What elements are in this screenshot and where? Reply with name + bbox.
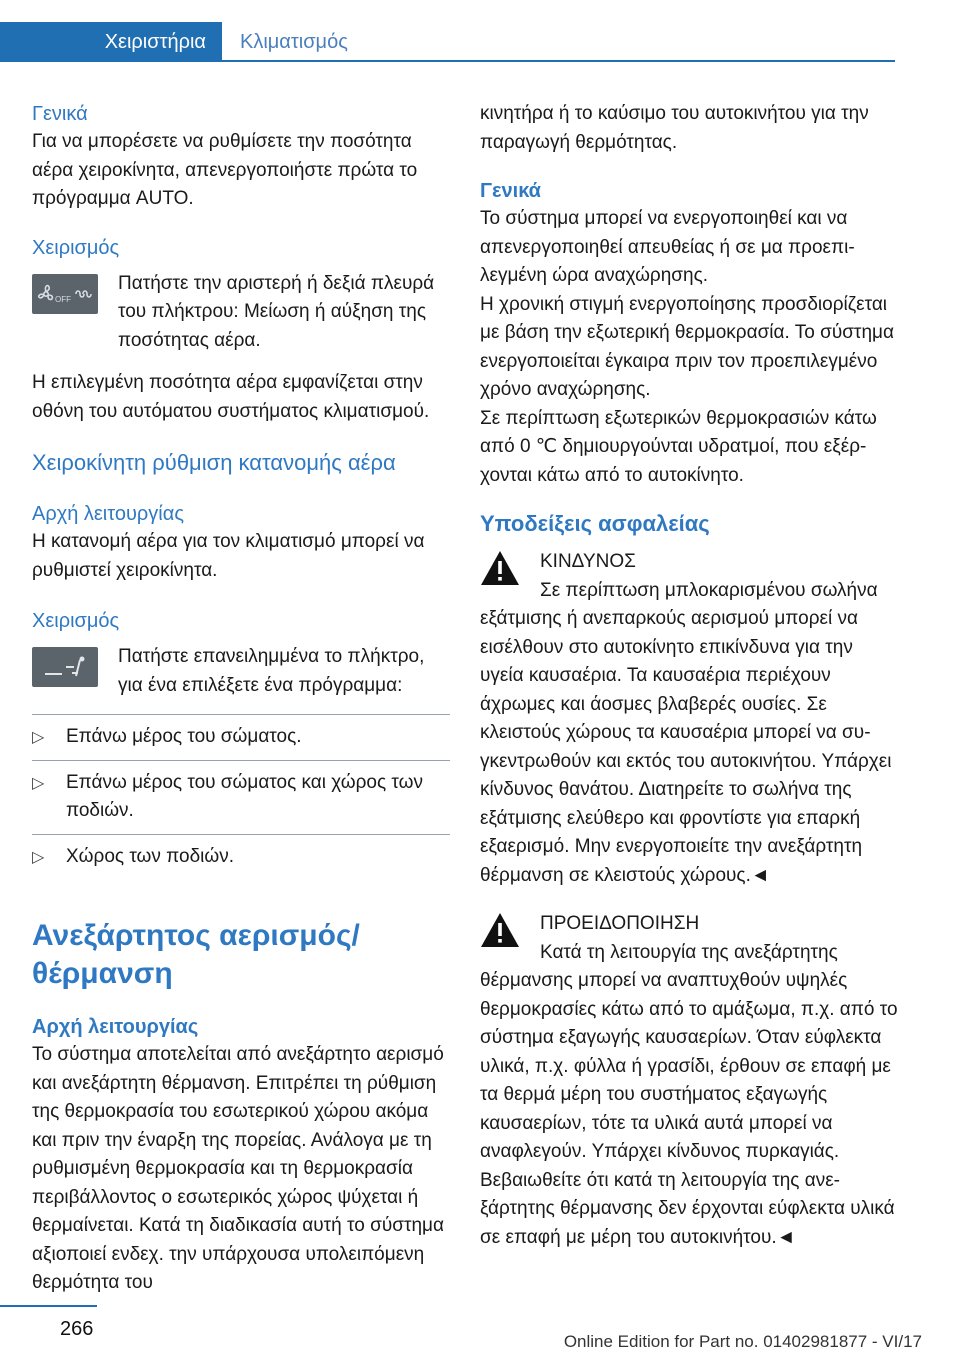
left-column xyxy=(32,100,450,1298)
independent-ventilation-heading: Ανεξάρτητος αερισμός/ θέρμανση xyxy=(32,919,360,990)
operation-heading: Χειρισμός xyxy=(32,236,120,259)
manual-distribution-heading: Χειροκίνητη ρύθμιση κατανομής αέρα xyxy=(32,450,396,475)
operation-text: Πατήστε την αριστερή ή δεξιά πλευρά του πλήκτρου: Μείωση ή αύξηση της ποσότητας αέρα. xyxy=(118,272,435,351)
list-item: ▷ Επάνω μέρος του σώματος. xyxy=(32,723,450,752)
list-divider xyxy=(32,834,450,835)
general-heading: Γενικά xyxy=(32,103,88,125)
principle-text: Η κατανομή αέρα για τον κλιματισμό μπορεί να ρυθμιστεί χειροκίνητα. xyxy=(32,531,425,581)
operation-text-2: Πατήστε επανειλημμένα το πλήκτρο, για ένα επιλέξετε ένα πρόγραμμα: xyxy=(118,646,425,696)
right-column xyxy=(480,100,898,1252)
tab-climate[interactable]: Κλιματισμός xyxy=(240,30,348,53)
header-rule xyxy=(0,60,895,62)
program-list xyxy=(32,723,450,871)
general-text-1: Το σύστημα μπορεί να ενεργοποιηθεί και να απενεργοποιηθεί απευθείας ή σε μα προεπιλεγμένη ώρα αναχώρησης. xyxy=(480,208,855,286)
fan-off-button-icon xyxy=(32,274,98,314)
operation-block-2 xyxy=(32,643,450,700)
danger-notice xyxy=(480,548,898,890)
warning-title: ΠΡΟΕΙΔΟΠΟΙΗΣΗ xyxy=(540,913,700,934)
footer-rule xyxy=(0,1305,97,1307)
air-distribution-button-icon xyxy=(32,647,98,687)
warning-triangle-icon xyxy=(480,550,520,586)
general-text-2: Η χρονική στιγμή ενεργοποίησης προσδιορίζεται με βάση την εξωτερική θερμοκρασία. Το σύστημα ενεργοποιείται έγκαιρα πριν τον προεπιλεγμένο χρόνο αναχώρησης. xyxy=(480,293,894,400)
header-bar xyxy=(0,0,960,62)
operation-block xyxy=(32,270,450,356)
general-heading-right: Γενικά xyxy=(480,180,541,202)
warning-triangle-icon xyxy=(480,912,520,948)
page-number: 266 xyxy=(60,1318,94,1340)
triangle-bullet-icon: ▷ xyxy=(32,774,45,792)
selected-amount-text: Η επιλεγμένη ποσότητα αέρα εμφανίζεται στην οθόνη του αυτόματου συστήματος κλιματισμού. xyxy=(32,372,430,422)
general-text-3: Σε περίπτωση εξωτερικών θερμοκρασιών κάτω από 0 ℃ δημιουργούνται υδρατμοί, που εξέρχονται κάτω από το αυτοκίνητο. xyxy=(480,407,877,486)
svg-text:OFF: OFF xyxy=(55,294,71,304)
principle-heading-2: Αρχή λειτουργίας xyxy=(32,1016,199,1039)
list-divider xyxy=(32,760,450,761)
general-text: Για να μπορέσετε να ρυθμίσετε την ποσότητα αέρα χειροκίνητα, απενεργοποιήστε πρώτα το πρόγραμμα AUTO. xyxy=(32,131,418,209)
warning-notice xyxy=(480,910,898,1252)
continued-text: κινητήρα ή το καύσιμο του αυτοκινήτου για την παραγωγή θερμότητας. xyxy=(480,103,869,153)
safety-heading: Υποδείξεις ασφαλείας xyxy=(480,511,710,536)
danger-title: ΚΙΝΔΥΝΟΣ xyxy=(540,551,636,572)
operation-heading-2: Χειρισμός xyxy=(32,610,120,632)
list-item: ▷ Χώρος των ποδιών. xyxy=(32,843,450,872)
footer-edition: Online Edition for Part no. 01402981877 - VI/17 xyxy=(563,1332,922,1351)
warning-text: Κατά τη λειτουργία της ανεξάρτητης θέρμανσης μπορεί να αναπτυχθούν υψηλές θερμοκρασίες κάτω από το αμάξωμα, π.χ. από το σύστημα εξαγωγής καυσαερίων. Όταν εύφλεκτα υλικά, π.χ. φύλλα ή γρασίδι, έρθουν σε επαφή με τα θερμά μέρη του συστήματος εξαγωγής καυσαερίων, τότε τα υλικά αυτά μπορεί να αναφλεγούν. Υπάρχει κίνδυνος πυρκαγιάς. Βεβαιωθείτε ότι κατά τη λειτουργία της ανεξάρτητης θέρμανσης δεν έρχονται εύφλεκτα υλικά σε επαφή με μέρη του αυτοκινήτου.◄ xyxy=(480,941,898,1248)
triangle-bullet-icon: ▷ xyxy=(32,848,45,866)
principle-heading: Αρχή λειτουργίας xyxy=(32,503,184,525)
danger-text: Σε περίπτωση μπλοκαρισμένου σωλήνα εξάτμισης ή ανεπαρκούς αερισμού μπορεί να εισέλθουν στο αυτοκίνητο επικίνδυνα για την υγεία καυσαέρια. Τα καυσαέρια περιέχουν άχρωμες και άοσμες βλαβερές ουσίες. Σε κλειστούς χώρους τα καυσαέρια μπορεί να συγκεντρωθούν και εκτός του αυτοκινήτου. Υπάρχει κίνδυνος θανάτου. Διατηρείτε το σωλήνα της εξάτμισης ελεύθερο και φροντίστε για επαρκή εξαερισμό. Μην ενεργοποιείτε την ανεξάρτητη θέρμανση σε κλειστούς χώρους.◄ xyxy=(480,579,892,886)
tab-controls[interactable]: Χειριστήρια xyxy=(0,22,222,62)
triangle-bullet-icon: ▷ xyxy=(32,729,45,746)
list-item: ▷ Επάνω μέρος του σώματος και χώρος των ποδιών. xyxy=(32,771,423,821)
list-divider xyxy=(32,714,450,715)
principle-text-2: Το σύστημα αποτελείται από ανεξάρτητο αερισμό και ανεξάρτητη θέρμανση. Επιτρέπει τη ρύθμιση της θερμοκρασία του εσωτερικού χώρου ακόμα και πριν την έναρξη της πορείας. Ανάλογα με τη ρυθμισμένη θερμοκρασία και τη θερμοκρασία περιβάλλοντος ο εσωτερικός χώρος ψύχεται ή θερμαίνεται. Κατά τη διαδικασία αυτή το σύστημα αξιοποιεί ενδεχ. την υπάρχουσα υπολειπόμενη θερμότητα του xyxy=(32,1044,444,1294)
